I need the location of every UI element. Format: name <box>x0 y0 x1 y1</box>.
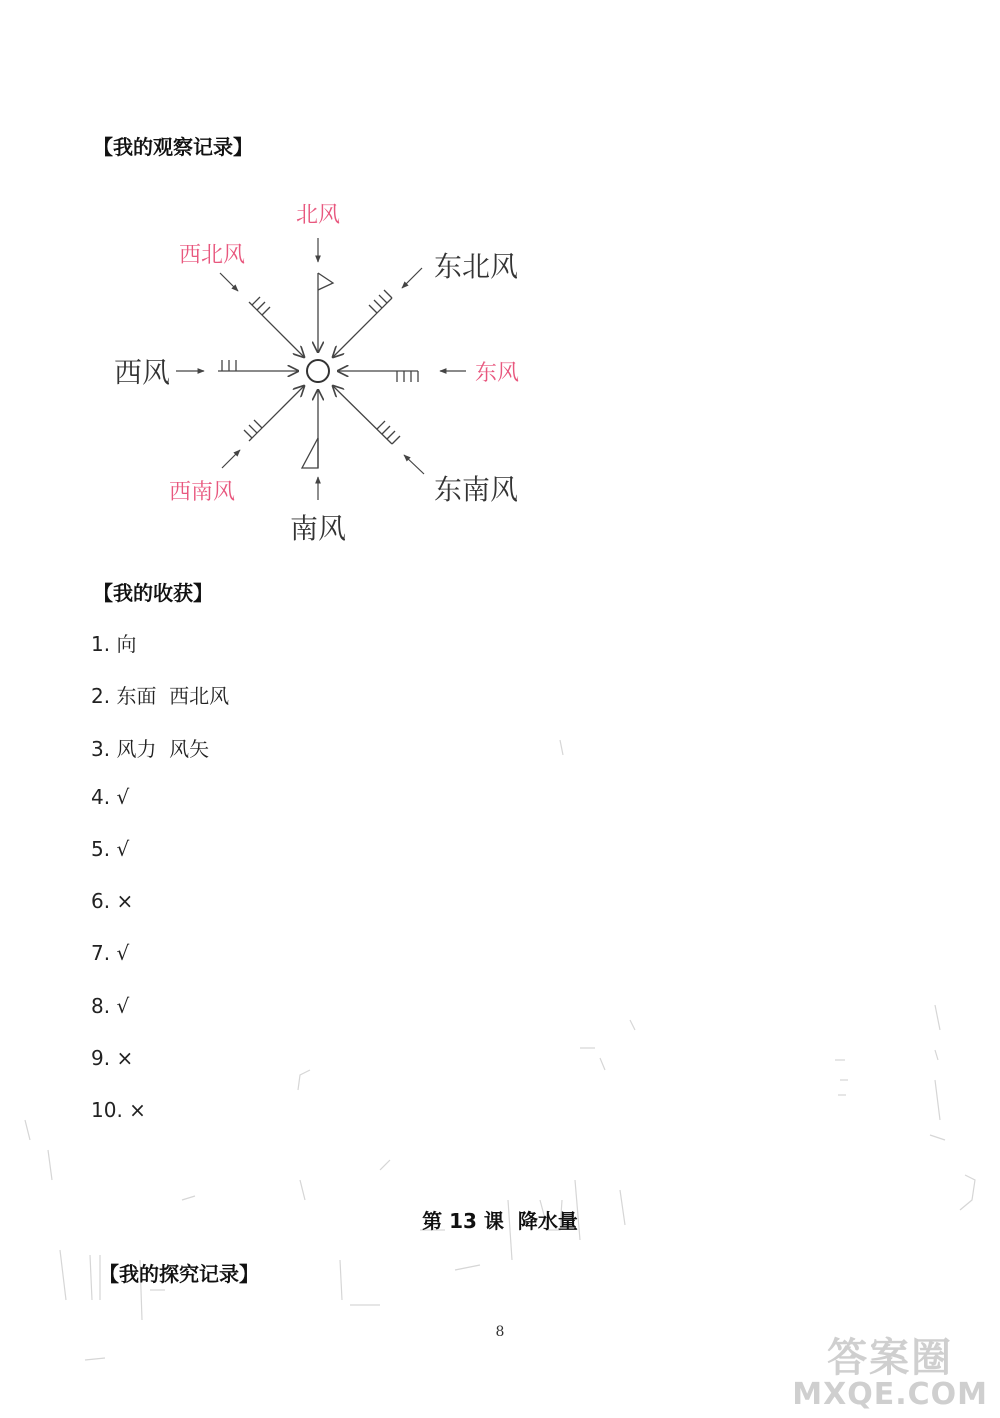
answer-number: 9. <box>91 1046 111 1070</box>
answer-text: × <box>116 889 134 913</box>
northwest-label: 西北风 <box>178 243 246 268</box>
harvest-heading: 【我的收获】 <box>93 581 213 605</box>
observation-heading: 【我的观察记录】 <box>93 135 253 159</box>
answer-text: √ <box>116 994 130 1018</box>
northeast-label: 东北风 <box>433 250 519 283</box>
answer-text: √ <box>116 941 130 965</box>
southwest-label: 西南风 <box>168 480 236 505</box>
watermark-bottom-text: MXQE.COM <box>792 1376 988 1412</box>
answer-number: 1. <box>91 632 111 656</box>
answer-number: 3. <box>91 737 111 761</box>
answer-number: 10. <box>91 1098 123 1122</box>
southeast-label: 东南风 <box>433 473 519 506</box>
answer-text: √ <box>116 785 130 809</box>
east-label: 东风 <box>474 361 520 386</box>
answer-number: 4. <box>91 785 111 809</box>
south-label: 南风 <box>289 512 347 545</box>
answer-text: 风力 风矢 <box>116 737 210 761</box>
answer-text: 向 <box>116 632 137 656</box>
answer-text: 东面 西北风 <box>116 684 230 708</box>
answer-number: 6. <box>91 889 111 913</box>
answer-number: 7. <box>91 941 111 965</box>
watermark-logo <box>792 1334 988 1412</box>
answer-text: √ <box>116 837 130 861</box>
west-label: 西风 <box>113 356 171 389</box>
lesson-title: 第 13 课 降水量 <box>422 1209 578 1233</box>
answer-number: 8. <box>91 994 111 1018</box>
answer-text: × <box>116 1046 134 1070</box>
watermark-top-text: 答案圈 <box>827 1334 954 1381</box>
answer-number: 5. <box>91 837 111 861</box>
answer-number: 2. <box>91 684 111 708</box>
answer-text: × <box>129 1098 146 1122</box>
page-number: 8 <box>495 1324 505 1340</box>
north-label: 北风 <box>295 203 341 228</box>
explore-heading: 【我的探究记录】 <box>99 1262 259 1286</box>
